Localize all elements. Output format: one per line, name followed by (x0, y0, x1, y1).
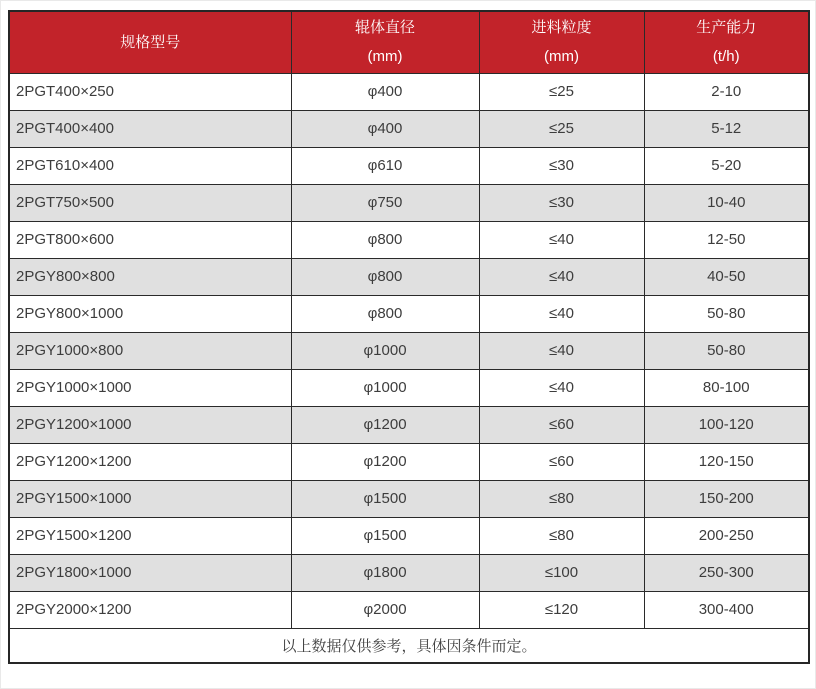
feed-size-cell: ≤40 (479, 221, 644, 258)
capacity-cell: 12-50 (644, 221, 809, 258)
feed-size-cell: ≤30 (479, 147, 644, 184)
table-row (9, 480, 809, 517)
roller-diameter-cell: φ400 (291, 73, 479, 110)
capacity-cell: 50-80 (644, 295, 809, 332)
roller-diameter-cell: φ1800 (291, 554, 479, 591)
capacity-cell: 120-150 (644, 443, 809, 480)
feed-size-cell: ≤40 (479, 295, 644, 332)
table-row (9, 147, 809, 184)
table-row (9, 443, 809, 480)
capacity-cell: 200-250 (644, 517, 809, 554)
footer-row (9, 628, 809, 663)
col-header-feed-size-label: 进料粒度 (531, 19, 592, 37)
feed-size-cell: ≤120 (479, 591, 644, 628)
roller-diameter-cell: φ800 (291, 258, 479, 295)
feed-size-cell: ≤80 (479, 480, 644, 517)
model-cell: 2PGT400×400 (9, 110, 291, 147)
col-header-capacity-label: 生产能力 (696, 19, 757, 37)
header-row (9, 11, 809, 73)
table-row (9, 591, 809, 628)
roller-diameter-cell: φ1500 (291, 480, 479, 517)
capacity-cell: 80-100 (644, 369, 809, 406)
feed-size-cell: ≤100 (479, 554, 644, 591)
model-cell: 2PGT610×400 (9, 147, 291, 184)
model-cell: 2PGY1000×1000 (9, 369, 291, 406)
capacity-cell: 250-300 (644, 554, 809, 591)
table-row (9, 258, 809, 295)
capacity-cell: 50-80 (644, 332, 809, 369)
feed-size-cell: ≤60 (479, 443, 644, 480)
table-row (9, 110, 809, 147)
model-cell: 2PGY1200×1000 (9, 406, 291, 443)
table-row (9, 73, 809, 110)
model-cell: 2PGY1200×1200 (9, 443, 291, 480)
capacity-cell: 5-12 (644, 110, 809, 147)
footer-note: 以上数据仅供参考，具体因条件而定。 (9, 628, 809, 663)
col-header-model (9, 11, 291, 73)
feed-size-cell: ≤40 (479, 258, 644, 295)
table-row (9, 221, 809, 258)
table-row (9, 369, 809, 406)
model-cell: 2PGT800×600 (9, 221, 291, 258)
capacity-cell: 40-50 (644, 258, 809, 295)
roller-diameter-cell: φ1000 (291, 332, 479, 369)
roller-diameter-cell: φ2000 (291, 591, 479, 628)
model-cell: 2PGY1500×1200 (9, 517, 291, 554)
feed-size-cell: ≤30 (479, 184, 644, 221)
spec-table (8, 10, 810, 664)
model-cell: 2PGY800×800 (9, 258, 291, 295)
capacity-cell: 10-40 (644, 184, 809, 221)
col-header-roller-diameter-unit: (mm) (367, 48, 403, 66)
roller-diameter-cell: φ750 (291, 184, 479, 221)
roller-diameter-cell: φ1200 (291, 443, 479, 480)
table-row (9, 184, 809, 221)
model-cell: 2PGT400×250 (9, 73, 291, 110)
capacity-cell: 150-200 (644, 480, 809, 517)
col-header-feed-size (479, 11, 644, 73)
roller-diameter-cell: φ800 (291, 221, 479, 258)
roller-diameter-cell: φ400 (291, 110, 479, 147)
feed-size-cell: ≤80 (479, 517, 644, 554)
model-cell: 2PGY1800×1000 (9, 554, 291, 591)
roller-diameter-cell: φ800 (291, 295, 479, 332)
table-row (9, 406, 809, 443)
feed-size-cell: ≤60 (479, 406, 644, 443)
table-row (9, 554, 809, 591)
roller-diameter-cell: φ1200 (291, 406, 479, 443)
capacity-cell: 2-10 (644, 73, 809, 110)
model-cell: 2PGY1000×800 (9, 332, 291, 369)
table-row (9, 332, 809, 369)
col-header-capacity (644, 11, 809, 73)
table-row (9, 517, 809, 554)
col-header-model-label: 规格型号 (120, 33, 181, 51)
capacity-cell: 300-400 (644, 591, 809, 628)
feed-size-cell: ≤25 (479, 110, 644, 147)
col-header-capacity-unit: (t/h) (712, 48, 740, 66)
model-cell: 2PGY800×1000 (9, 295, 291, 332)
model-cell: 2PGY2000×1200 (9, 591, 291, 628)
roller-diameter-cell: φ1500 (291, 517, 479, 554)
col-header-roller-diameter (291, 11, 479, 73)
model-cell: 2PGT750×500 (9, 184, 291, 221)
feed-size-cell: ≤40 (479, 369, 644, 406)
feed-size-cell: ≤25 (479, 73, 644, 110)
capacity-cell: 100-120 (644, 406, 809, 443)
col-header-feed-size-unit: (mm) (544, 48, 579, 66)
roller-diameter-cell: φ1000 (291, 369, 479, 406)
roller-diameter-cell: φ610 (291, 147, 479, 184)
feed-size-cell: ≤40 (479, 332, 644, 369)
col-header-roller-diameter-label: 辊体直径 (354, 19, 415, 37)
capacity-cell: 5-20 (644, 147, 809, 184)
table-body (9, 73, 809, 628)
table-row (9, 295, 809, 332)
model-cell: 2PGY1500×1000 (9, 480, 291, 517)
